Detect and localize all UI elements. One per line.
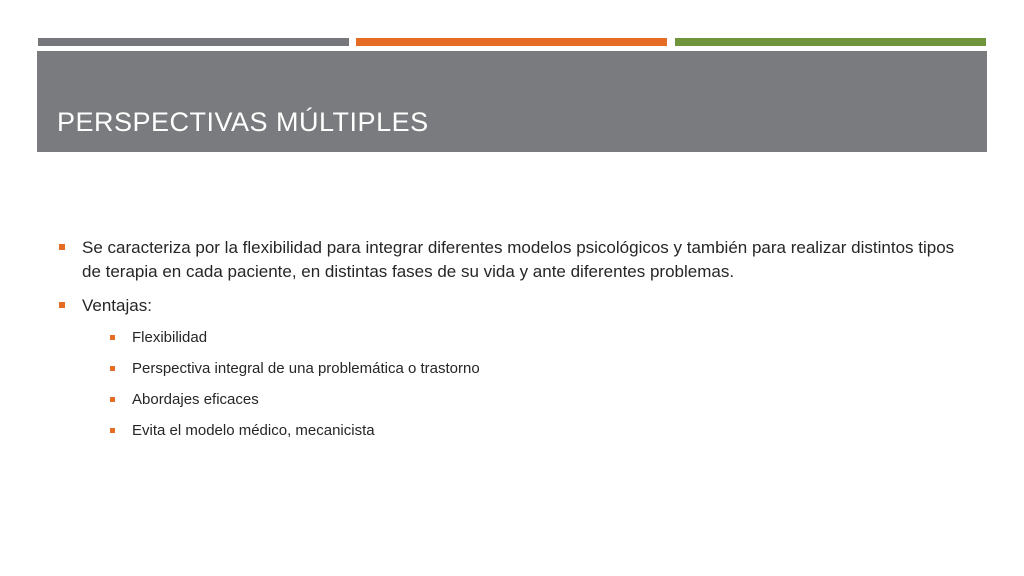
sub-bullet-text: Perspectiva integral de una problemática o trastorno [132,360,480,377]
square-bullet-icon [110,397,115,402]
square-bullet-icon [110,366,115,371]
bullet-item [58,236,958,284]
accent-bar-gray [38,38,349,46]
square-bullet-icon [110,335,115,340]
bullet-item [58,294,958,318]
bullet-list [58,236,958,452]
square-bullet-icon [110,428,115,433]
square-bullet-icon [59,244,65,250]
sub-bullet-item [58,359,958,379]
sub-bullet-item [58,421,958,441]
sub-bullet-item [58,328,958,348]
square-bullet-icon [59,302,65,308]
accent-bar-orange [356,38,667,46]
bullet-text: Se caracteriza por la flexibilidad para integrar diferentes modelos psicológicos y también para realizar distintos tipos de terapia en cada paciente, en distintas fases de su vida y ante diferentes problemas. [82,238,955,281]
title-band [37,51,987,152]
slide-title: PERSPECTIVAS MÚLTIPLES [57,107,429,137]
sub-bullet-text: Evita el modelo médico, mecanicista [132,422,375,439]
accent-bar-green [675,38,986,46]
sub-bullet-item [58,390,958,410]
sub-bullet-text: Abordajes eficaces [132,391,259,408]
sub-bullet-text: Flexibilidad [132,329,208,346]
bullet-text: Ventajas: [82,296,152,315]
